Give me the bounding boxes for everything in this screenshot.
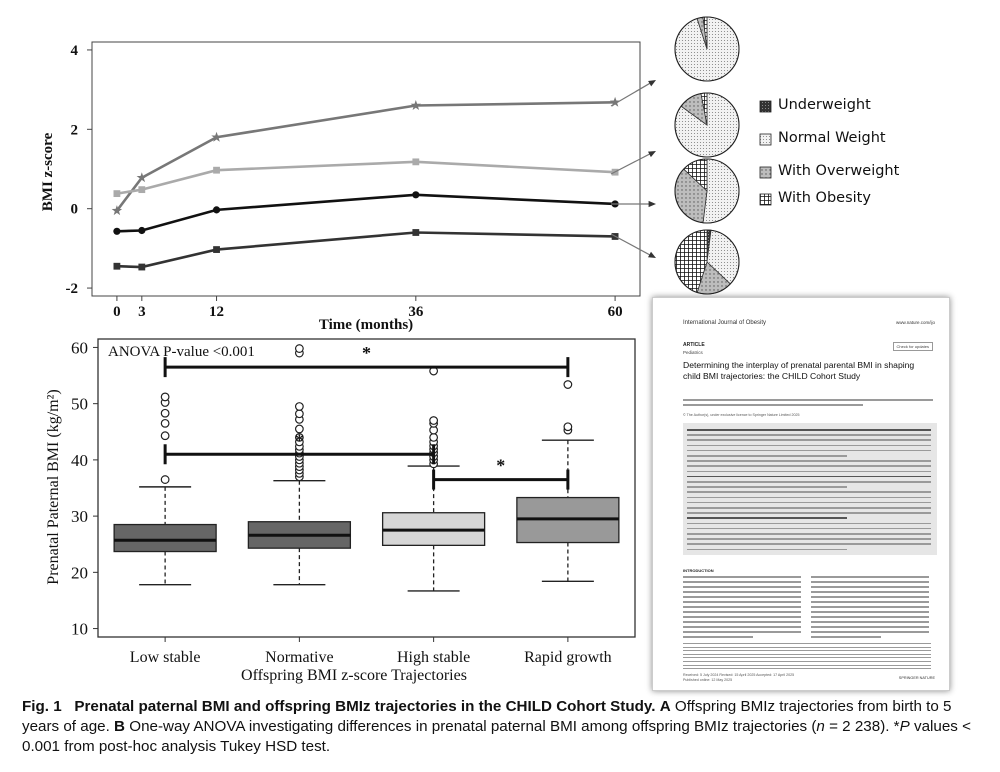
abstract-line: [687, 512, 931, 514]
paper-site: www.nature.com/ijo: [895, 320, 935, 325]
pie-high-stable: [675, 93, 739, 157]
body-line: [683, 581, 801, 583]
paper-publisher: SPRINGER NATURE: [898, 676, 935, 680]
caption-n-value: = 2 238). *: [829, 718, 900, 735]
body-line: [811, 611, 929, 613]
outlier-point: [161, 393, 169, 401]
footnote-line: [683, 665, 931, 666]
abstract-line: [687, 549, 847, 551]
outlier-point: [430, 434, 438, 442]
boxplot-y-tick-20: 20: [71, 563, 88, 583]
body-line: [811, 576, 929, 578]
caption-title: Prenatal paternal BMI and offspring BMIz trajectories in the CHILD Cohort Study.: [74, 698, 656, 715]
boxplot-x-tick-high-stable: High stable: [396, 649, 471, 666]
trajectory-x-tick-60: 60: [607, 304, 623, 320]
body-line: [683, 596, 801, 598]
significance-bracket-high-stable-rapid-growth: [434, 456, 568, 490]
trajectory-x-tick-3: 3: [138, 304, 146, 320]
trajectory-y-axis-label: BMI z-score: [40, 132, 56, 212]
footnote-line: [683, 654, 931, 655]
abstract-line: [687, 507, 931, 509]
author-line: [683, 399, 933, 401]
outlier-point: [161, 420, 169, 428]
pie-slice-normal-weight: [703, 159, 739, 223]
caption-p: P: [899, 718, 910, 735]
paper-section: Pediatrics: [683, 350, 703, 355]
outlier-point: [430, 417, 438, 425]
boxplot-chart: [0, 297, 660, 692]
abstract-line: [687, 497, 931, 499]
caption-a-text: Offspring BMIz trajectories from birth to 5 years of age.: [22, 698, 952, 735]
footnote-line: [683, 657, 931, 658]
abstract-line: [687, 523, 931, 525]
footnote-line: [683, 643, 931, 644]
outlier-point: [296, 410, 304, 418]
pie-arrow-line-1: [611, 153, 652, 174]
abstract-line: [687, 486, 847, 488]
caption-n: n: [816, 718, 825, 735]
abstract-line: [687, 455, 847, 457]
body-line: [683, 616, 801, 618]
pie-low-stable: [675, 230, 739, 294]
pie-insets: [0, 0, 1000, 300]
author-line: [683, 404, 863, 406]
outlier-point: [161, 476, 169, 484]
trajectory-y-tick-2: -2: [65, 281, 78, 298]
body-line: [683, 606, 801, 608]
body-line: [683, 611, 801, 613]
trajectory-x-tick-0: 0: [113, 304, 121, 320]
body-line: [683, 591, 801, 593]
outlier-point: [296, 345, 304, 353]
paper-check-updates: Check for updates: [893, 342, 933, 351]
trajectory-y-tick-4: 4: [70, 42, 78, 59]
pie-arrow-line-0: [611, 82, 652, 106]
abstract-line: [687, 491, 931, 493]
outlier-point: [564, 381, 572, 389]
paper-abstract-box: [683, 423, 937, 555]
significance-star: *: [294, 430, 304, 451]
abstract-line: [687, 528, 931, 530]
body-line: [811, 616, 929, 618]
significance-star: *: [496, 455, 506, 476]
paper-dates-published: Published online: 12 May 2025: [683, 677, 733, 682]
legend-label-obesity: With Obesity: [778, 190, 871, 206]
abstract-line: [687, 460, 931, 462]
body-line: [811, 586, 929, 588]
paper-thumbnail: [652, 297, 950, 691]
abstract-line: [687, 439, 931, 441]
paper-dates: [683, 673, 794, 682]
footnote-line: [683, 650, 931, 651]
abstract-line: [687, 450, 931, 452]
paper-copyright: © The Author(s), under exclusive licence to Springer Nature Limited 2025: [683, 413, 800, 417]
body-line: [683, 631, 801, 633]
body-line: [811, 601, 929, 603]
paper-journal: International Journal of Obesity: [683, 320, 767, 326]
legend-swatch-with-overweight: [760, 167, 771, 178]
abstract-line: [687, 445, 931, 447]
legend-label-overweight: With Overweight: [778, 163, 900, 179]
trajectory-x-tick-36: 36: [408, 304, 424, 320]
trajectory-x-tick-12: 12: [209, 304, 225, 320]
body-line: [811, 621, 929, 623]
pie-arrow-head-2: [649, 201, 656, 207]
box-iqr: [114, 525, 216, 552]
caption-b-label: B: [114, 718, 126, 735]
trajectory-x-axis-label: Time (months): [318, 317, 414, 333]
abstract-line: [687, 533, 931, 535]
abstract-line: [687, 481, 931, 483]
legend-label-underweight: Underweight: [778, 97, 871, 113]
abstract-line: [687, 476, 931, 478]
boxplot-x-tick-low-stable: Low stable: [129, 649, 201, 666]
abstract-line: [687, 502, 931, 504]
abstract-line: [687, 434, 931, 436]
abstract-line: [687, 517, 847, 519]
body-line: [683, 621, 801, 623]
abstract-line: [687, 538, 931, 540]
boxplot-x-tick-normative: Normative: [265, 649, 334, 666]
body-line: [811, 596, 929, 598]
significance-star: *: [362, 343, 371, 364]
boxplot-x-axis-label: Offspring BMI z-score Trajectories: [241, 667, 467, 684]
abstract-line: [687, 465, 931, 467]
paper-title: Determining the interplay of prenatal parental BMI in shaping child BMI trajectories: the CHILD Cohort Study: [683, 360, 915, 381]
caption-p-rest: values < 0.001 from post-hoc analysis Tukey HSD test.: [22, 718, 971, 755]
trajectory-y-tick-2: 2: [70, 122, 78, 139]
caption-fig-label: Fig. 1: [22, 698, 62, 715]
body-line: [811, 581, 929, 583]
boxplot-y-tick-50: 50: [71, 394, 88, 414]
boxplot-x-tick-rapid-growth: Rapid growth: [524, 649, 612, 666]
paper-dates-received: Received: 5 July 2024 Revised: 15 April 2025 Accepted: 17 April 2025: [683, 673, 795, 677]
body-line: [683, 636, 753, 638]
outlier-point: [296, 403, 304, 411]
body-line: [683, 586, 801, 588]
caption-b-text: One-way ANOVA investigating differences in prenatal paternal BMI among offspring BMIz trajectories (: [129, 718, 817, 735]
boxplot-y-tick-60: 60: [71, 338, 88, 358]
anova-label: ANOVA P-value <0.001: [108, 344, 255, 360]
body-line: [811, 591, 929, 593]
legend-label-normal-weight: Normal Weight: [778, 130, 886, 146]
caption-a-label: A: [659, 698, 671, 715]
footnote-line: [683, 661, 931, 662]
boxplot-y-tick-30: 30: [71, 507, 88, 527]
body-line: [683, 601, 801, 603]
boxplot-y-axis-label: Prenatal Paternal BMI (kg/m²): [45, 389, 62, 585]
body-line: [811, 631, 929, 633]
outlier-point: [564, 423, 572, 431]
footnote-line: [683, 668, 931, 669]
footnote-line: [683, 647, 931, 648]
legend-swatch-underweight: [760, 101, 771, 112]
boxplot-y-tick-10: 10: [71, 619, 88, 639]
legend-swatch-normal-weight: [760, 134, 771, 145]
figure-caption: [22, 697, 982, 757]
abstract-line: [687, 543, 931, 545]
outlier-point: [161, 409, 169, 417]
legend-swatch-with-obesity: [760, 194, 771, 205]
abstract-line: [687, 429, 931, 431]
abstract-line: [687, 471, 931, 473]
outlier-point: [161, 432, 169, 440]
boxplot-y-tick-40: 40: [71, 450, 88, 470]
boxplot-plot-frame: [98, 339, 635, 637]
body-line: [811, 606, 929, 608]
box-low-stable: [114, 393, 216, 585]
body-line: [811, 626, 929, 628]
box-normative: [248, 345, 350, 585]
body-line: [683, 576, 801, 578]
paper-intro-heading: INTRODUCTION: [683, 568, 714, 573]
pie-rapid-growth: [675, 17, 739, 81]
pie-normative: [675, 159, 739, 223]
pie-arrow-line-3: [611, 234, 652, 256]
body-line: [811, 636, 881, 638]
body-line: [683, 626, 801, 628]
trajectory-y-tick-0: 0: [70, 201, 78, 218]
paper-kind: ARTICLE: [683, 342, 705, 348]
